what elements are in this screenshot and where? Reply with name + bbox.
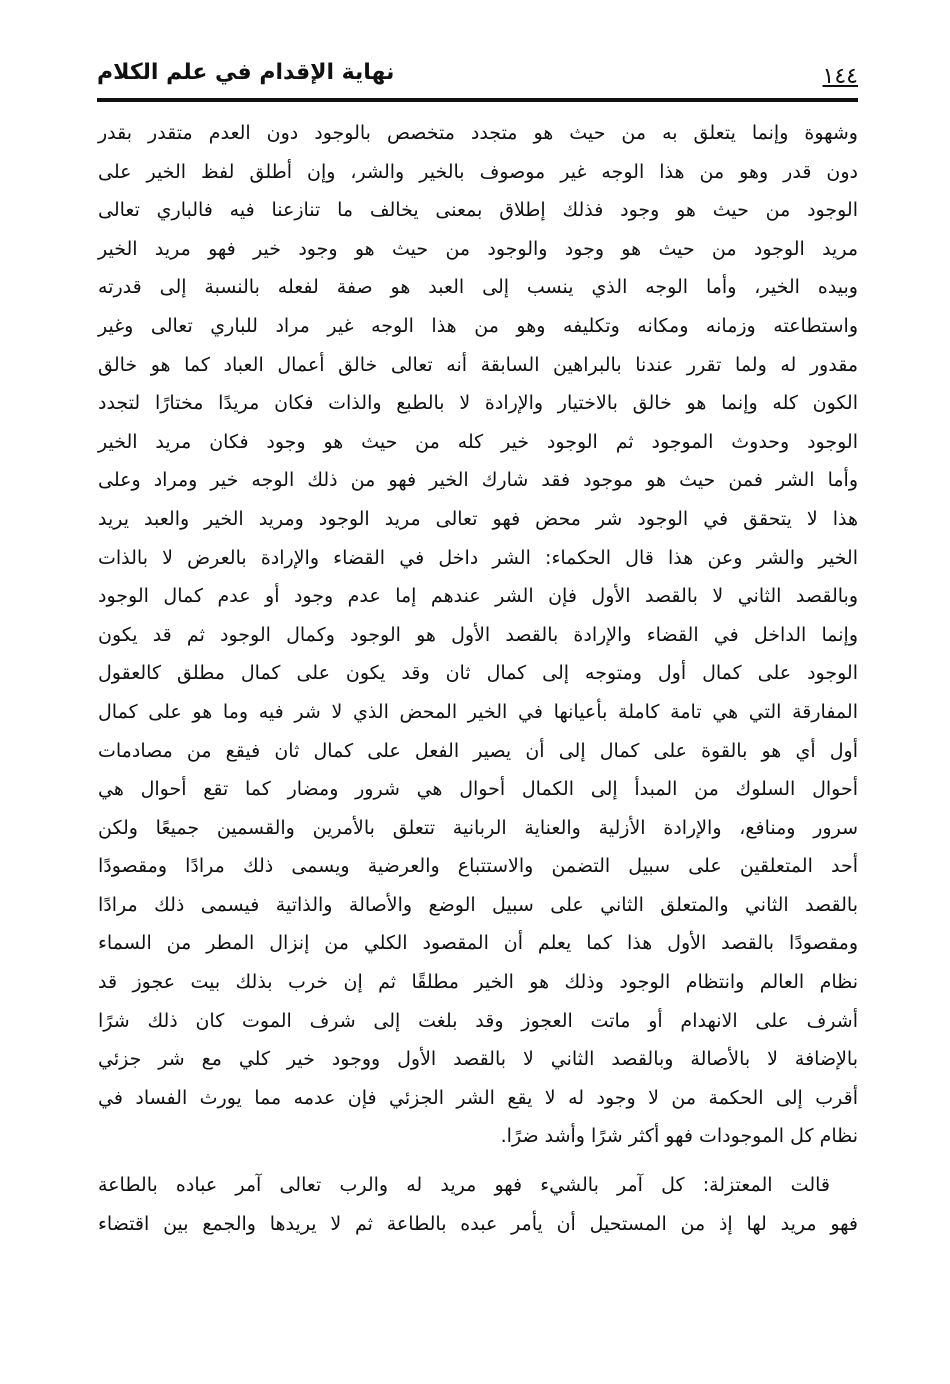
text-line: ومقصودًا بالقصد الأول هذا كما يعلم أن المقصود الكلي من إنزال المطر من السماء: [98, 932, 858, 955]
paragraph-gap: [98, 1156, 858, 1166]
text-line: سرور ومنافع، والإرادة الأزلية والعناية الربانية تتعلق بالأمرين والقسمين جميعًا ولكن: [98, 816, 858, 839]
text-line: بالإضافة لا بالأصالة وبالقصد الثاني لا بالقصد الأول ووجود خير كلي مع شر جزئي: [98, 1048, 858, 1071]
text-line: فهو مريد لها إذ من المستحيل أن يأمر عبده بالطاعة ثم لا يريدها والجمع بين اقتضاء: [98, 1212, 858, 1235]
running-header: [97, 58, 858, 98]
text-line: وبيده الخير، وأما الوجه الذي ينسب إلى العبد هو صفة لفعله بالنسبة إلى قدرته: [98, 276, 858, 299]
text-line: أول أي هو بالقوة على كمال إلى أن يصير الفعل على كمال ثان فيقع من مصادمات: [98, 739, 858, 762]
text-line: أشرف على الانهدام أو ماتت العجوز وقد بلغت إلى شرف الموت كان ذلك شرًا: [98, 1009, 858, 1032]
text-line: الكون كله وإنما هو خالق بالاختيار والإرادة لا بالطبع والذات فكان مريدًا مختارًا لتجدد: [98, 392, 858, 415]
text-line: مقدور له ولما تقرر عندنا بالبراهين السابقة أنه تعالى خالق أعمال العباد كما هو خالق: [98, 353, 858, 376]
text-line: واستطاعته وزمانه ومكانه وتكليفه وهو من هذا الوجه غير مراد للباري تعالى وغير: [98, 314, 858, 337]
text-line: نظام العالم وانتظام الوجود وذلك هو الخير مطلقًا ثم إن خرب بذلك بيت عجوز قد: [98, 971, 858, 994]
text-line: أقرب إلى الحكمة من لا وجود له لا يقع الشر الجزئي فإن عدمه مما يورث الفساد في: [98, 1086, 858, 1109]
text-line: قالت المعتزلة: كل آمر بالشيء فهو مريد له والرب تعالى آمر عباده بالطاعة: [98, 1174, 830, 1197]
text-line: وشهوة وإنما يتعلق به من حيث هو متجدد متخصص بالوجود دون العدم متقدر بقدر: [98, 122, 858, 144]
text-line: أحوال السلوك من المبدأ إلى الكمال أحوال هي شرور ومضار كما تقع أحوال هي: [98, 778, 858, 801]
text-line: بالقصد الثاني والمتعلق الثاني على سبيل الوضع والأصالة والذاتية فيسمى ذلك مرادًا: [98, 893, 858, 916]
text-line: نظام كل الموجودات فهو أكثر شرًا وأشد ضرًا.: [500, 1125, 858, 1148]
text-line: الخير والشر وعن هذا قال الحكماء: الشر داخل في القضاء والإرادة بالعرض لا بالذات: [98, 546, 858, 569]
paragraph: [98, 1166, 858, 1243]
text-line: المفارقة التي هي تامة كاملة بأعيانها في الخير المحض الذي لا شر فيه وما هو على كمال: [98, 700, 858, 723]
text-line: الوجود وحدوث الموجود ثم الوجود خير كله من حيث هو وجود فكان مريد الخير: [98, 430, 858, 453]
text-line: أحد المتعلقين على سبيل التضمن والاستتباع والعرضية ويسمى ذلك مرادًا ومقصودًا: [98, 855, 858, 878]
header-rule: [97, 98, 858, 102]
text-line: وإنما الداخل في القضاء والإرادة بالقصد الأول هو الوجود وكمال الوجود ثم قد يكون: [98, 623, 858, 646]
page-body: [98, 114, 858, 1243]
paragraph: [98, 114, 858, 1156]
page-number: ١٤٤: [822, 64, 858, 89]
text-line: الوجود على كمال أول ومتوجه إلى كمال ثان وقد يكون على كمال مطلق كالعقول: [98, 662, 858, 685]
text-line: وبالقصد الثاني لا بالقصد الأول فإن الشر عندهم إما عدم وجود أو عدم كمال الوجود: [98, 585, 858, 608]
text-line: وأما الشر فمن حيث هو موجود فقد شارك الخير فهو من ذلك الوجه خير ومراد وعلى: [98, 469, 858, 492]
text-line: الوجود من حيث هو وجود فذلك إطلاق بمعنى يخالف ما تنازعنا فيه فالباري تعالى: [98, 199, 858, 222]
text-line: دون قدر وهو من هذا الوجه غير موصوف بالخير والشر، وإن أطلق لفظ الخير على: [98, 160, 858, 183]
text-line: هذا لا يتحقق في الوجود شر محض فهو تعالى مريد الوجود ومريد الخير والعبد يريد: [98, 507, 858, 530]
text-line: مريد الوجود من حيث هو وجود والوجود من حيث هو وجود خير فهو مريد الخير: [98, 237, 858, 260]
book-title: نهاية الإقدام في علم الكلام: [97, 60, 395, 85]
